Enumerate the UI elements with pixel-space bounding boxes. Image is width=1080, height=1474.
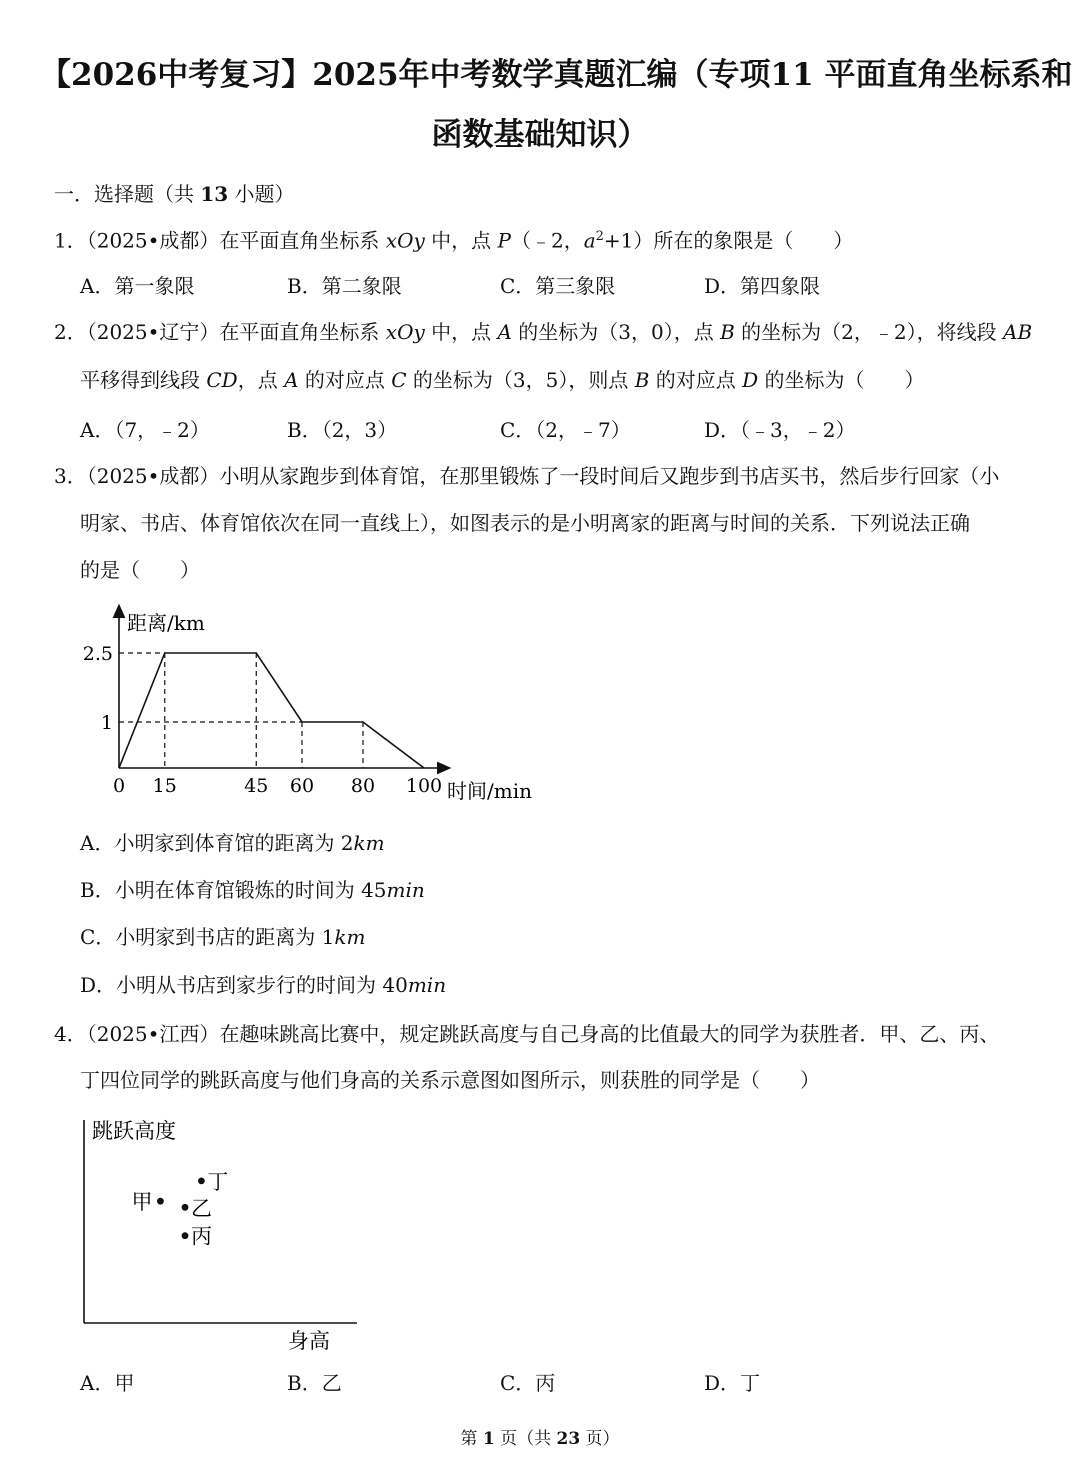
q3-option-c[interactable]: C．小明家到书店的距离为 1km [80, 925, 366, 949]
distance-time-chart [82, 600, 560, 810]
guide-lines [119, 653, 363, 768]
x-tick-label: 80 [350, 775, 376, 797]
q2-option-d[interactable]: D．（﹣3，﹣2） [704, 418, 856, 442]
q4-option-a[interactable]: A．甲 [80, 1371, 135, 1395]
q1-option-c[interactable]: C．第三象限 [500, 274, 616, 298]
q1-options [80, 270, 1040, 298]
scatter-points [131, 1170, 228, 1249]
x-tick-label: 100 [405, 775, 443, 797]
y-axis-label: 跳跃高度 [92, 1119, 176, 1143]
q4-option-c[interactable]: C．丙 [500, 1371, 556, 1395]
q3-option-d[interactable]: D．小明从书店到家步行的时间为 40min [80, 973, 447, 997]
q1-option-a[interactable]: A．第一象限 [80, 274, 195, 298]
x-axis-label: 时间/min [447, 779, 532, 803]
q1-option-b[interactable]: B．第二象限 [287, 274, 402, 298]
q2-option-c[interactable]: C．（2，﹣7） [500, 418, 631, 442]
section-heading: 一．选择题（共 13 小题） [54, 182, 295, 206]
y-axis-label: 距离/km [127, 611, 205, 635]
x-tick-label: 0 [112, 775, 126, 797]
q4-option-d[interactable]: D．丁 [704, 1371, 761, 1395]
q2-option-a[interactable]: A．（7，﹣2） [80, 418, 210, 442]
page-footer: 第 1 页（共 23 页） [460, 1429, 620, 1449]
point-label: 丙 [191, 1224, 213, 1249]
point-label: 甲 [131, 1190, 153, 1215]
q2-options [80, 414, 1040, 442]
q4-stem-line-1: 4．（2025•江西）在趣味跳高比赛中，规定跳跃高度与自己身高的比值最大的同学为获胜者．甲、乙、丙、 [54, 1022, 1000, 1046]
doc-title-line-2: 函数基础知识） [431, 117, 649, 153]
q3-option-b[interactable]: B．小明在体育馆锻炼的时间为 45min [80, 878, 425, 902]
scatter-point [157, 1198, 164, 1205]
q1-option-d[interactable]: D．第四象限 [704, 274, 821, 298]
y-tick-label: 1 [100, 712, 113, 734]
q4-options [80, 1367, 1040, 1395]
q3-option-a[interactable]: A．小明家到体育馆的距离为 2km [80, 831, 385, 855]
scatter-point [182, 1232, 189, 1239]
y-tick-label: 2.5 [82, 643, 113, 665]
x-tick-label: 45 [244, 775, 269, 797]
q3-stem-line-1: 3．（2025•成都）小明从家跑步到体育馆，在那里锻炼了一段时间后又跑步到书店买书，然后步行回家（小 [54, 464, 1000, 488]
q4-stem-line-2: 丁四位同学的跳跃高度与他们身高的关系示意图如图所示，则获胜的同学是（ ） [80, 1068, 820, 1092]
x-axis-label: 身高 [288, 1329, 330, 1353]
point-label: 丁 [207, 1169, 229, 1194]
scatter-point [198, 1178, 205, 1185]
x-tick-label: 60 [289, 775, 315, 797]
jump-height-scatter [70, 1110, 370, 1360]
q2-stem-line-2: 平移得到线段 CD，点 A 的对应点 C 的坐标为（3，5），则点 B 的对应点 D 的坐标为（ ） [80, 368, 925, 392]
q2-option-b[interactable]: B．（2，3） [287, 418, 398, 442]
x-tick-labels [113, 775, 442, 797]
q3-stem-line-3: 的是（ ） [80, 558, 200, 582]
y-tick-labels [83, 643, 113, 734]
q2-stem-line-1: 2．（2025•辽宁）在平面直角坐标系 xOy 中，点 A 的坐标为（3，0），点 B 的坐标为（2，﹣2），将线段 AB [54, 320, 1033, 344]
q1-stem: 1．（2025•成都）在平面直角坐标系 xOy 中，点 P（﹣2，$a^2+1$）所在的象限是（ ） [54, 228, 854, 253]
point-label: 乙 [191, 1196, 213, 1221]
q4-option-b[interactable]: B．乙 [287, 1371, 342, 1395]
x-tick-label: 15 [152, 775, 177, 797]
q3-stem-line-2: 明家、书店、体育馆依次在同一直线上），如图表示的是小明离家的距离与时间的关系．下列说法正确 [80, 511, 970, 535]
doc-title-line-1: 【2026中考复习】2025年中考数学真题汇编（专项11 平面直角坐标系和 [40, 57, 1073, 93]
scatter-point [182, 1204, 189, 1211]
